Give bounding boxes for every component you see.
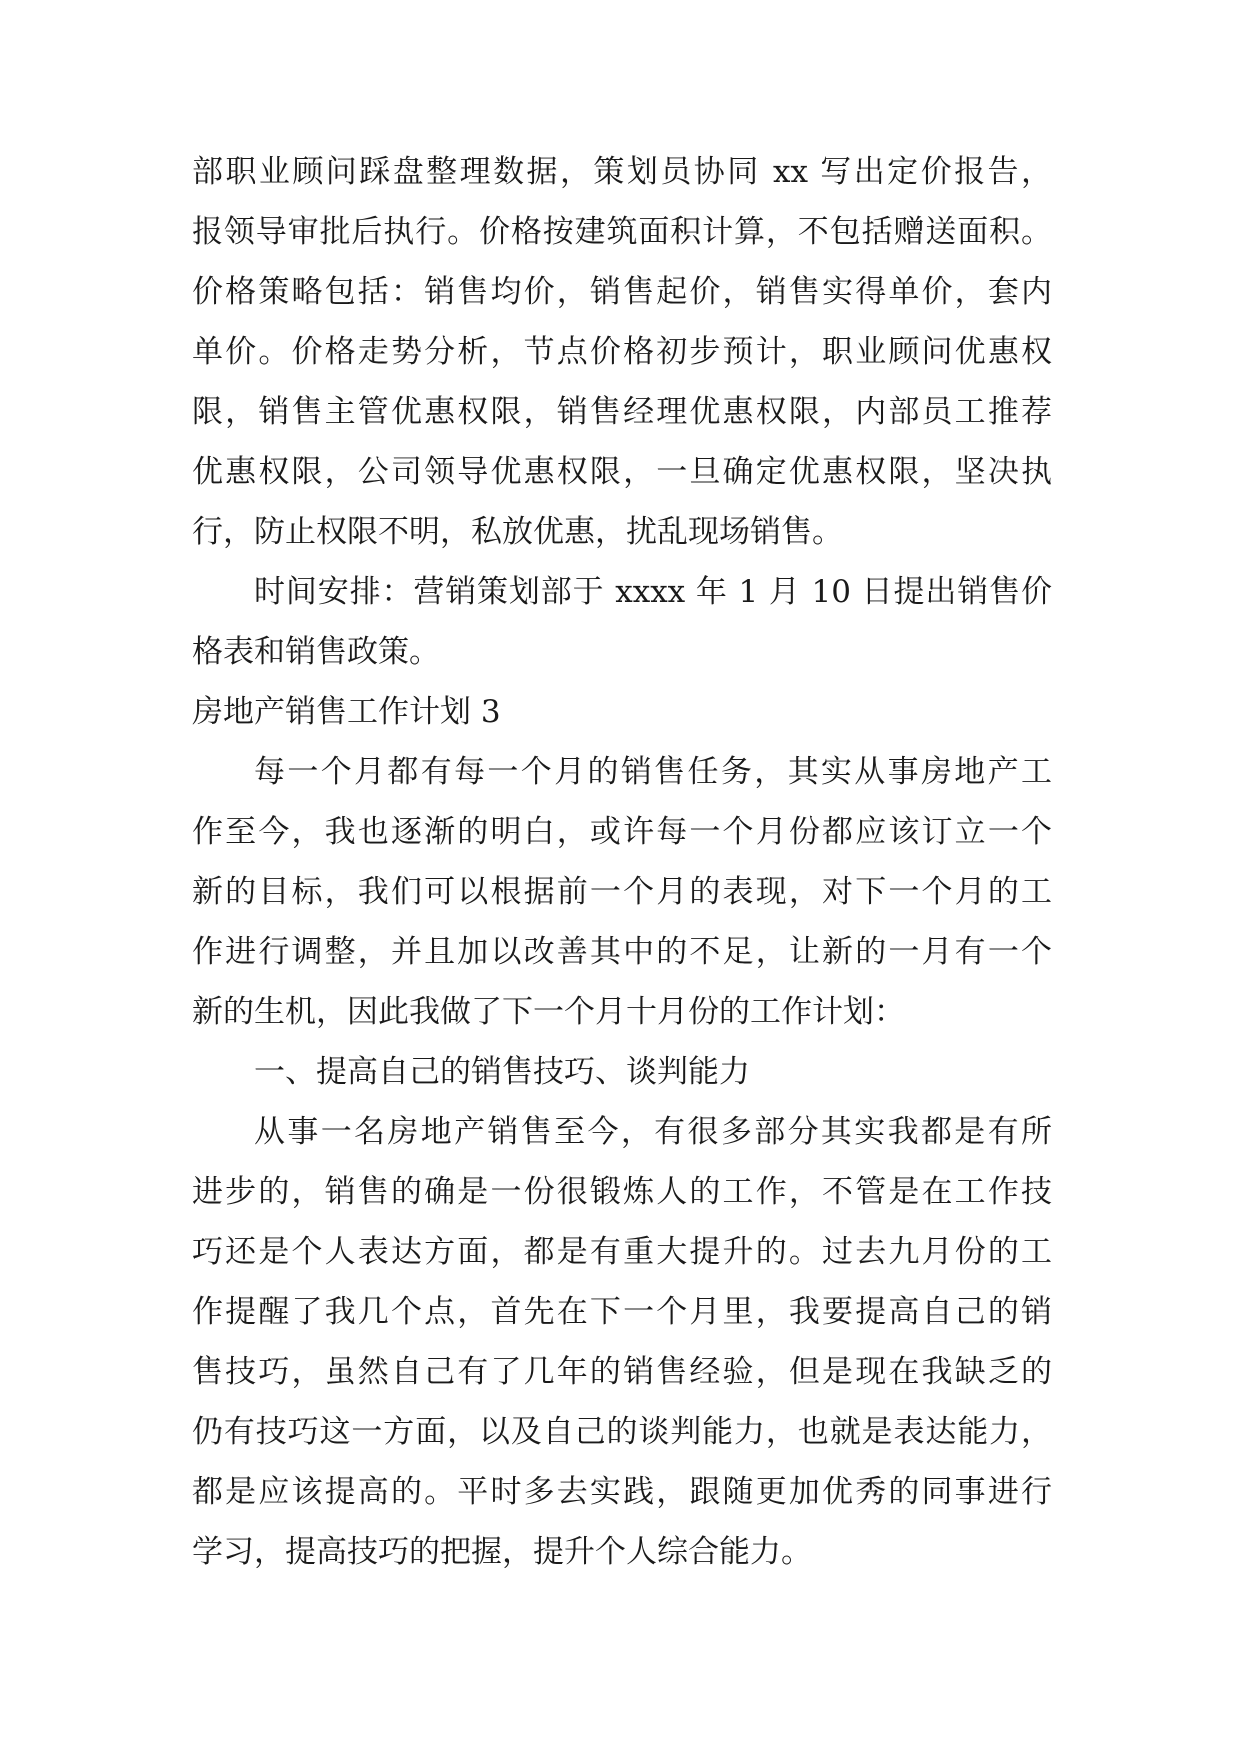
document-page — [192, 142, 1052, 1582]
text-line: 报领导审批后执行。价格按建筑面积计算，不包括赠送面积。 — [192, 214, 1052, 250]
section-heading: 房地产销售工作计划 3 — [192, 694, 501, 730]
text-line: 新的生机，因此我做了下一个月十月份的工作计划： — [192, 994, 905, 1030]
text-line: 作至今，我也逐渐的明白，或许每一个月份都应该订立一个 — [192, 814, 1052, 850]
text-line: 格表和销售政策。 — [192, 634, 440, 670]
text-line: 价格策略包括：销售均价，销售起价，销售实得单价，套内 — [192, 274, 1052, 310]
text-line: 单价。价格走势分析，节点价格初步预计，职业顾问优惠权 — [192, 334, 1052, 370]
text-line: 每一个月都有每一个月的销售任务，其实从事房地产工 — [254, 754, 1052, 790]
text-line: 优惠权限，公司领导优惠权限，一旦确定优惠权限，坚决执 — [192, 454, 1052, 490]
subsection-heading: 一、提高自己的销售技巧、谈判能力 — [254, 1054, 750, 1090]
text-line: 新的目标，我们可以根据前一个月的表现，对下一个月的工 — [192, 874, 1052, 910]
text-line: 售技巧，虽然自己有了几年的销售经验，但是现在我缺乏的 — [192, 1354, 1052, 1390]
text-line: 仍有技巧这一方面，以及自己的谈判能力，也就是表达能力， — [192, 1414, 1052, 1450]
text-line: 作提醒了我几个点，首先在下一个月里，我要提高自己的销 — [192, 1294, 1052, 1330]
text-line: 巧还是个人表达方面，都是有重大提升的。过去九月份的工 — [192, 1234, 1052, 1270]
text-line: 学习，提高技巧的把握，提升个人综合能力。 — [192, 1534, 812, 1570]
text-line: 时间安排：营销策划部于 xxxx 年 1 月 10 日提出销售价 — [254, 574, 1052, 610]
text-line: 都是应该提高的。平时多去实践，跟随更加优秀的同事进行 — [192, 1474, 1052, 1510]
text-line: 限，销售主管优惠权限，销售经理优惠权限，内部员工推荐 — [192, 394, 1052, 430]
text-line: 行，防止权限不明，私放优惠，扰乱现场销售。 — [192, 514, 843, 550]
text-line: 从事一名房地产销售至今，有很多部分其实我都是有所 — [254, 1114, 1052, 1150]
text-line: 进步的，销售的确是一份很锻炼人的工作，不管是在工作技 — [192, 1174, 1052, 1210]
text-line: 部职业顾问踩盘整理数据，策划员协同 xx 写出定价报告， — [192, 154, 1052, 190]
text-line: 作进行调整，并且加以改善其中的不足，让新的一月有一个 — [192, 934, 1052, 970]
